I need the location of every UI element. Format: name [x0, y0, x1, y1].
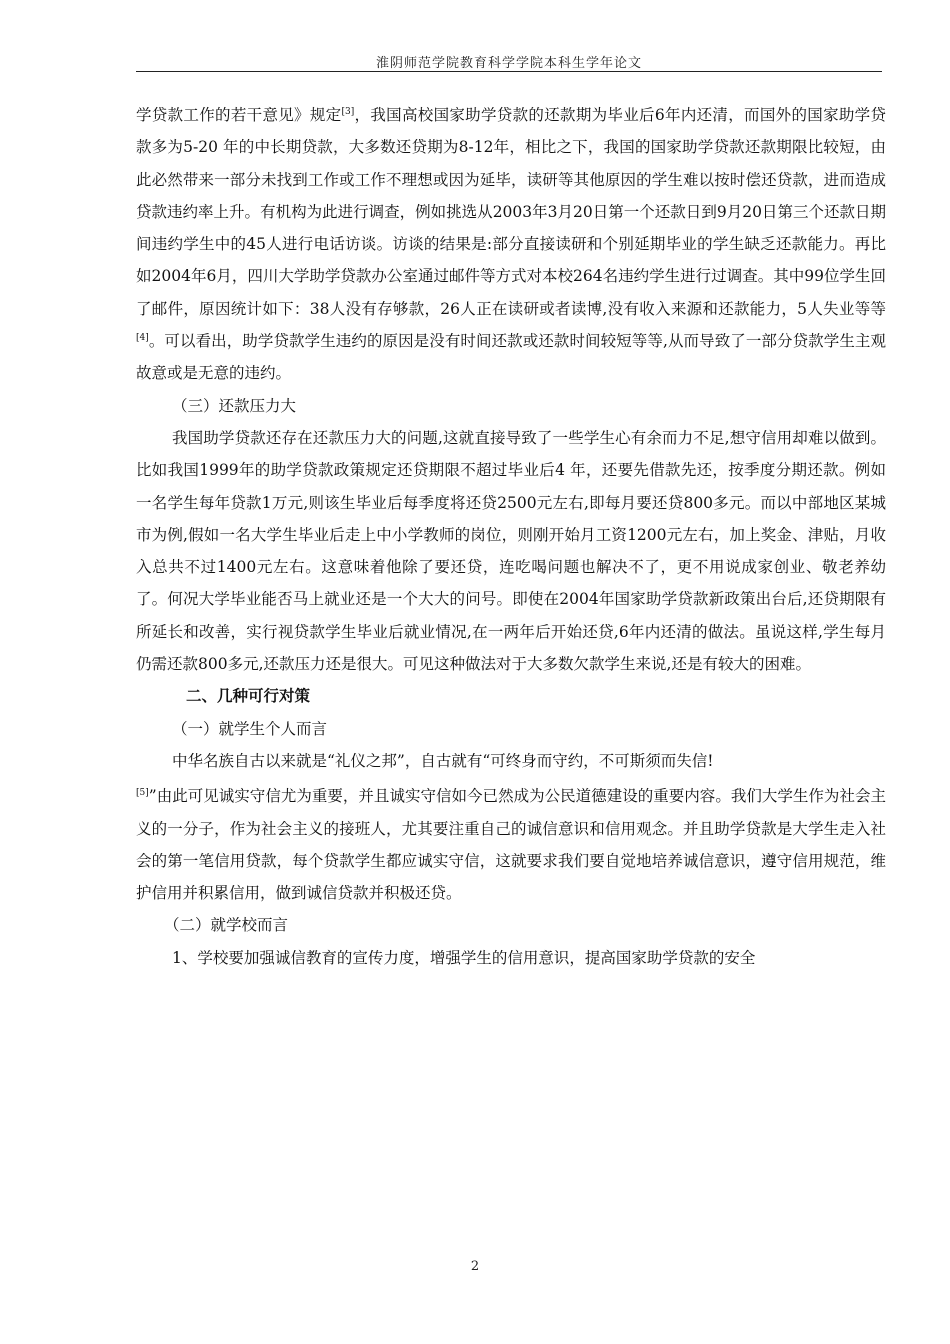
subheading-students: （一）就学生个人而言 [172, 719, 328, 738]
page-header: 淮阴师范学院教育科学学院本科生学年论文 [375, 56, 642, 71]
subheading-repayment-pressure: （三）还款压力大 [172, 396, 297, 415]
paragraph-students [136, 745, 886, 909]
paragraph-text: 。可以看出，助学贷款学生违约的原因是没有时间还款或还款时间较短等等,从而导致了一部分贷款学生主观故意或是无意的违约。 [136, 332, 886, 383]
paragraph-text: ，我国高校国家助学贷款的还款期为毕业后6年内还清，而国外的国家助学贷款多为5-20 年的中长期贷款，大多数还贷期为8-12年，相比之下，我国的国家助学贷款还款期限比较短，由此必然带来一部分未找到工作或工作不理想或因为延毕，读研等其他原因的学生难以按时偿还贷款，进而造成贷款违约率上升。有机构为此进行调查，例如挑选从2003年3月20日第一个还款日到9月20日第三个还款日期间违约学生中的45人进行电话访谈。访谈的结果是:部分直接读研和个别延期毕业的学生缺乏还款能力。再比如2004年6月，四川大学助学贷款办公室通过邮件等方式对本校264名违约学生进行过调查。其中99位学生回了邮件，原因统计如下：38人没有存够款，26人正在读研或者读博,没有收入来源和还款能力，5人失业等等 [136, 106, 886, 318]
paragraph-repayment-pressure: 我国助学贷款还存在还款压力大的问题,这就直接导致了一些学生心有余而力不足,想守信用却难以做到。比如我国1999年的助学贷款政策规定还贷期限不超过毕业后4 年，还要先借款先还，按季度分期还款。例如一名学生每年贷款1万元,则该生毕业后每季度将还贷2500元左右,即每月要还贷800多元。而以中部地区某城市为例,假如一名大学生毕业后走上中小学教师的岗位，则刚开始月工资1200元左右，加上奖金、津贴，月收入总共不过1400元左右。这意味着他除了要还贷，连吃喝问题也解决不了，更不用说成家创业、敬老养幼了。何况大学毕业能否马上就业还是一个大大的问号。即使在2004年国家助学贷款新政策出台后,还贷期限有所延长和改善，实行视贷款学生毕业后就业情况,在一两年后开始还贷,6年内还清的做法。虽说这样,学生每月仍需还款800多元,还款压力还是很大。可见这种做法对于大多数欠款学生来说,还是有较大的困难。 [136, 428, 886, 674]
citation-ref: [3] [341, 107, 355, 117]
citation-ref: [4] [136, 333, 149, 344]
citation-ref: [5] [136, 788, 149, 799]
subheading-schools: （二）就学校而言 [164, 916, 289, 935]
page-number: 2 [470, 1259, 480, 1274]
paragraph-text: ”由此可见诚实守信尤为重要，并且诚实守信如今已然成为公民道德建设的重要内容。我们大学生作为社会主义的一分子，作为社会主义的接班人，尤其要注重自己的诚信意识和信用观念。并且助学贷款是大学生走入社会的第一笔信用贷款，每个贷款学生都应诚实守信，这就要求我们要自觉地培养诚信意识，遵守信用规范，维护信用并积累信用，做到诚信贷款并积极还贷。 [136, 787, 886, 903]
section-heading-countermeasures: 二、几种可行对策 [186, 686, 311, 706]
paragraph-text: 学贷款工作的若干意见》规定 [136, 106, 342, 124]
paragraph-repayment-period [136, 99, 886, 390]
header-rule [136, 71, 882, 72]
paragraph-text: 中华名族自古以来就是“礼仪之邦”，自古就有“可终身而守约，不可斯须而失信! [172, 751, 714, 770]
document-body [136, 99, 886, 974]
paragraph-schools: 1、学校要加强诚信教育的宣传力度，增强学生的信用意识，提高国家助学贷款的安全 [172, 948, 756, 967]
